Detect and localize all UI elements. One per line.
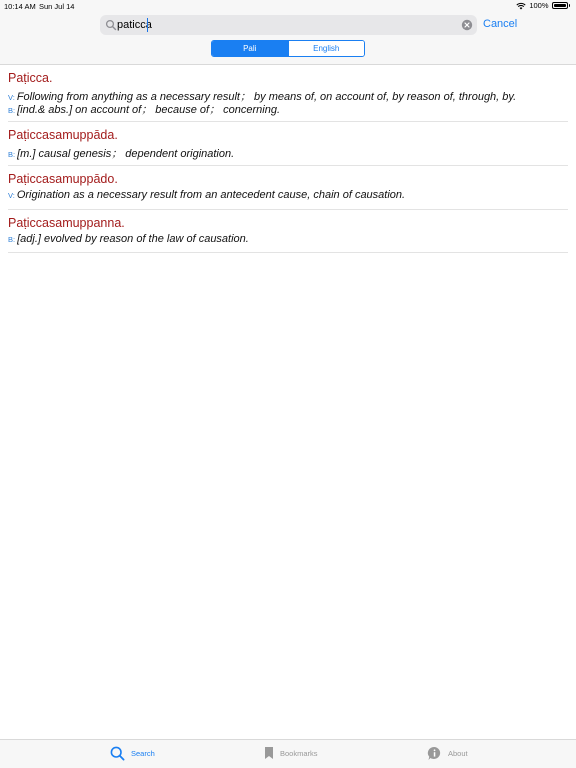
source-tag: V: — [8, 191, 15, 200]
source-tag: V: — [8, 93, 15, 102]
definition-line — [8, 189, 405, 201]
bookmark-icon — [264, 746, 274, 760]
tab-bookmarks[interactable] — [264, 746, 318, 760]
battery-icon — [552, 2, 568, 9]
tab-about[interactable] — [427, 746, 468, 761]
segment-pali[interactable]: Pali — [212, 41, 288, 56]
search-icon — [110, 746, 125, 761]
status-indicators — [516, 1, 570, 10]
entry-title: Paṭiccasamuppanna. — [8, 216, 125, 230]
search-bar[interactable] — [100, 15, 477, 35]
info-icon — [427, 746, 442, 761]
list-item[interactable] — [8, 122, 568, 166]
list-item[interactable] — [8, 66, 568, 122]
tab-label: Search — [131, 749, 155, 758]
entry-title: Paṭicca. — [8, 71, 53, 85]
source-tag: B: — [8, 150, 16, 159]
segment-english[interactable]: English — [288, 41, 365, 56]
text-caret — [147, 18, 148, 32]
tab-label: Bookmarks — [280, 748, 318, 758]
wifi-icon — [516, 2, 526, 10]
definition-line — [8, 145, 234, 161]
source-tag: B: — [8, 235, 16, 244]
entry-title: Paṭiccasamuppāda. — [8, 128, 118, 142]
search-icon — [105, 19, 117, 31]
tab-label: About — [448, 749, 468, 758]
status-date: Sun Jul 14 — [39, 2, 75, 11]
battery-percent: 100% — [529, 1, 549, 10]
definition-line — [8, 101, 280, 117]
entry-title: Paṭiccasamuppādo. — [8, 172, 118, 186]
status-time: 10:14 AM — [4, 2, 36, 11]
status-bar — [0, 0, 576, 12]
list-item[interactable] — [8, 210, 568, 253]
source-tag: B: — [8, 106, 16, 115]
battery-tip — [569, 4, 571, 7]
tab-search[interactable] — [110, 746, 155, 761]
list-item[interactable] — [8, 166, 568, 210]
clear-icon[interactable] — [461, 19, 473, 31]
definition-text: [m.] causal genesis； dependent origination. — [17, 148, 235, 160]
language-segmented-control[interactable] — [211, 40, 365, 57]
definition-text: [ind.& abs.] on account of； because of； concerning. — [17, 104, 281, 116]
definition-text: Origination as a necessary result from an antecedent cause, chain of causation. — [16, 189, 406, 201]
definition-text: [adj.] evolved by reason of the law of causation. — [17, 233, 249, 245]
definition-text: Following from anything as a necessary result； by means of, on account of, by reason of, through, by. — [16, 91, 517, 103]
header — [0, 0, 576, 65]
cancel-button[interactable]: Cancel — [483, 18, 518, 30]
search-input[interactable] — [117, 16, 457, 34]
tab-bar — [0, 739, 576, 768]
definition-line — [8, 233, 249, 245]
